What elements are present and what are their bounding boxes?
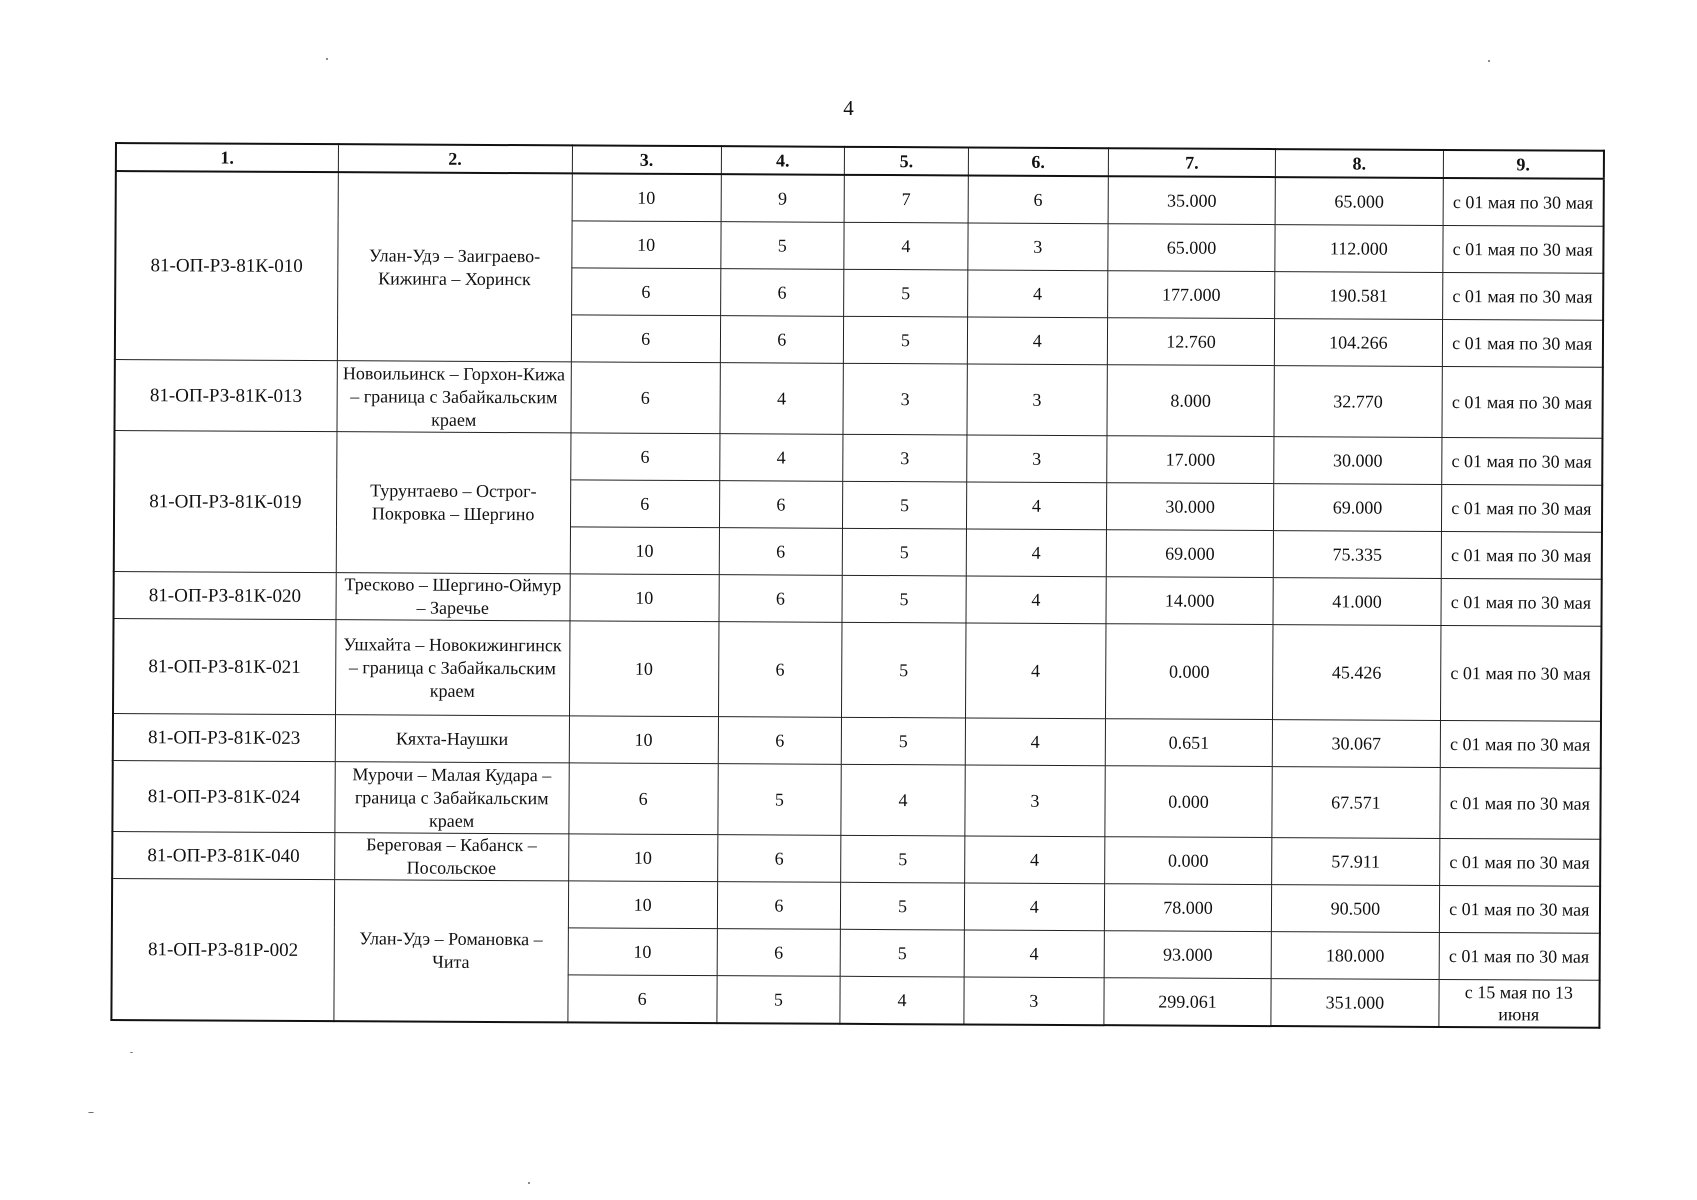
road-name-cell: Ушхайта – Новокижингинск – граница с Забайкальским краем bbox=[335, 620, 570, 716]
value-cell-col-6: 4 bbox=[966, 529, 1106, 577]
period-cell: с 01 мая по 30 мая bbox=[1439, 767, 1600, 839]
value-cell-col-3: 6 bbox=[571, 362, 720, 434]
value-cell-col-5: 5 bbox=[844, 316, 968, 364]
table-row bbox=[114, 360, 1602, 439]
value-cell-col-5: 5 bbox=[841, 882, 965, 930]
value-cell-col-4: 6 bbox=[718, 717, 842, 765]
value-cell-col-6: 4 bbox=[965, 623, 1106, 719]
value-cell-col-7: 12.760 bbox=[1107, 318, 1275, 366]
value-cell-col-5: 3 bbox=[843, 434, 967, 482]
value-cell-col-4: 5 bbox=[716, 976, 840, 1024]
value-cell-col-3: 10 bbox=[568, 834, 717, 882]
column-header-8: 8. bbox=[1276, 149, 1444, 178]
value-cell-col-6: 4 bbox=[967, 317, 1107, 365]
value-cell-col-8: 180.000 bbox=[1271, 932, 1439, 980]
value-cell-col-6: 4 bbox=[966, 482, 1106, 530]
value-cell-col-7: 35.000 bbox=[1108, 176, 1276, 224]
value-cell-col-7: 30.000 bbox=[1106, 483, 1274, 531]
value-cell-col-8: 112.000 bbox=[1275, 225, 1443, 273]
value-cell-col-7: 65.000 bbox=[1108, 224, 1276, 272]
value-cell-col-8: 30.000 bbox=[1274, 437, 1442, 485]
value-cell-col-6: 4 bbox=[966, 576, 1106, 624]
value-cell-col-7: 0.000 bbox=[1105, 624, 1273, 720]
value-cell-col-6: 6 bbox=[968, 175, 1108, 223]
value-cell-col-5: 7 bbox=[844, 175, 968, 223]
restrictions-table bbox=[110, 142, 1605, 1029]
road-id-cell: 81-ОП-РЗ-81К-019 bbox=[114, 431, 337, 573]
column-header-9: 9. bbox=[1443, 150, 1604, 179]
value-cell-col-8: 57.911 bbox=[1272, 838, 1440, 886]
table-row bbox=[116, 171, 1604, 226]
value-cell-col-4: 6 bbox=[717, 882, 841, 930]
value-cell-col-6: 3 bbox=[964, 977, 1104, 1025]
value-cell-col-4: 6 bbox=[719, 481, 843, 529]
road-name-cell: Улан-Удэ – Заиграево-Кижинга – Хоринск bbox=[337, 172, 572, 362]
period-cell: с 15 мая по 13 июня bbox=[1438, 979, 1599, 1027]
value-cell-col-8: 67.571 bbox=[1272, 767, 1440, 839]
value-cell-col-8: 30.067 bbox=[1272, 720, 1440, 768]
value-cell-col-8: 190.581 bbox=[1275, 272, 1443, 320]
period-cell: с 01 мая по 30 мая bbox=[1441, 578, 1602, 626]
column-header-3: 3. bbox=[572, 145, 721, 174]
value-cell-col-7: 17.000 bbox=[1107, 436, 1275, 484]
value-cell-col-3: 10 bbox=[572, 221, 721, 269]
table-row bbox=[113, 618, 1601, 721]
value-cell-col-8: 45.426 bbox=[1273, 625, 1441, 721]
value-cell-col-6: 4 bbox=[965, 718, 1105, 766]
column-header-7: 7. bbox=[1108, 148, 1276, 177]
value-cell-col-7: 8.000 bbox=[1107, 365, 1275, 437]
period-cell: с 01 мая по 30 мая bbox=[1439, 932, 1600, 980]
value-cell-col-7: 14.000 bbox=[1106, 577, 1274, 625]
value-cell-col-6: 4 bbox=[967, 270, 1107, 318]
value-cell-col-3: 6 bbox=[569, 763, 718, 835]
road-name-cell: Береговая – Кабанск – Посольское bbox=[334, 833, 568, 881]
column-header-2: 2. bbox=[338, 144, 572, 173]
value-cell-col-8: 65.000 bbox=[1275, 177, 1443, 225]
value-cell-col-7: 69.000 bbox=[1106, 530, 1274, 578]
column-header-5: 5. bbox=[844, 147, 968, 176]
value-cell-col-3: 6 bbox=[571, 268, 720, 316]
value-cell-col-5: 4 bbox=[841, 764, 965, 836]
period-cell: с 01 мая по 30 мая bbox=[1442, 319, 1603, 367]
value-cell-col-4: 6 bbox=[718, 622, 842, 718]
value-cell-col-8: 104.266 bbox=[1275, 319, 1443, 367]
scan-speck bbox=[1488, 60, 1490, 62]
value-cell-col-3: 6 bbox=[570, 433, 719, 481]
value-cell-col-5: 5 bbox=[843, 481, 967, 529]
value-cell-col-5: 5 bbox=[842, 622, 966, 718]
value-cell-col-7: 78.000 bbox=[1104, 884, 1272, 932]
value-cell-col-6: 3 bbox=[968, 223, 1108, 271]
value-cell-col-4: 6 bbox=[717, 929, 841, 977]
period-cell: с 01 мая по 30 мая bbox=[1441, 484, 1602, 532]
value-cell-col-4: 5 bbox=[720, 222, 844, 270]
scan-speck bbox=[528, 1182, 530, 1184]
value-cell-col-5: 5 bbox=[842, 528, 966, 576]
road-id-cell: 81-ОП-РЗ-81К-013 bbox=[114, 360, 336, 432]
value-cell-col-5: 5 bbox=[842, 575, 966, 623]
table-row bbox=[112, 831, 1600, 886]
value-cell-col-6: 3 bbox=[965, 765, 1105, 837]
value-cell-col-4: 6 bbox=[719, 575, 843, 623]
value-cell-col-6: 4 bbox=[964, 930, 1104, 978]
value-cell-col-3: 10 bbox=[570, 574, 719, 622]
value-cell-col-5: 3 bbox=[843, 363, 967, 435]
value-cell-col-7: 177.000 bbox=[1107, 271, 1275, 319]
road-id-cell: 81-ОП-РЗ-81К-024 bbox=[112, 760, 334, 832]
value-cell-col-5: 5 bbox=[841, 717, 965, 765]
road-name-cell: Кяхта-Наушки bbox=[335, 715, 569, 763]
road-id-cell: 81-ОП-РЗ-81Р-002 bbox=[111, 878, 334, 1021]
value-cell-col-7: 0.000 bbox=[1105, 766, 1273, 838]
road-name-cell: Новоильинск – Горхон-Кижа – граница с Забайкальским краем bbox=[337, 361, 572, 433]
period-cell: с 01 мая по 30 мая bbox=[1440, 720, 1601, 768]
road-name-cell: Улан-Удэ – Романовка – Чита bbox=[333, 880, 568, 1023]
scan-speck bbox=[130, 1052, 133, 1053]
value-cell-col-6: 3 bbox=[967, 364, 1107, 436]
value-cell-col-4: 6 bbox=[720, 316, 844, 364]
road-id-cell: 81-ОП-РЗ-81К-021 bbox=[113, 618, 336, 714]
value-cell-col-8: 351.000 bbox=[1271, 979, 1439, 1027]
value-cell-col-4: 4 bbox=[719, 434, 843, 482]
document-sheet bbox=[110, 142, 1605, 1029]
value-cell-col-3: 10 bbox=[568, 928, 717, 976]
value-cell-col-4: 6 bbox=[720, 269, 844, 317]
table-row bbox=[112, 760, 1600, 839]
value-cell-col-5: 5 bbox=[841, 835, 965, 883]
value-cell-col-3: 10 bbox=[569, 716, 718, 764]
scan-speck bbox=[88, 1112, 94, 1113]
table-row bbox=[112, 878, 1600, 933]
road-id-cell: 81-ОП-РЗ-81К-010 bbox=[115, 171, 338, 361]
column-header-1: 1. bbox=[116, 143, 338, 172]
column-header-4: 4. bbox=[721, 146, 845, 175]
value-cell-col-3: 10 bbox=[570, 527, 719, 575]
period-cell: с 01 мая по 30 мая bbox=[1440, 625, 1601, 721]
value-cell-col-5: 4 bbox=[840, 976, 964, 1024]
value-cell-col-8: 32.770 bbox=[1274, 366, 1442, 438]
table-row bbox=[114, 571, 1602, 626]
value-cell-col-5: 5 bbox=[844, 269, 968, 317]
period-cell: с 01 мая по 30 мая bbox=[1439, 838, 1600, 886]
value-cell-col-3: 10 bbox=[569, 621, 718, 717]
value-cell-col-5: 4 bbox=[844, 222, 968, 270]
value-cell-col-4: 9 bbox=[721, 174, 845, 222]
period-cell: с 01 мая по 30 мая bbox=[1443, 178, 1604, 226]
value-cell-col-7: 0.000 bbox=[1104, 837, 1272, 885]
value-cell-col-5: 5 bbox=[840, 929, 964, 977]
page-number: 4 bbox=[843, 96, 854, 120]
road-id-cell: 81-ОП-РЗ-81К-020 bbox=[114, 571, 336, 619]
value-cell-col-8: 75.335 bbox=[1273, 531, 1441, 579]
period-cell: с 01 мая по 30 мая bbox=[1442, 225, 1603, 273]
value-cell-col-6: 4 bbox=[964, 836, 1104, 884]
value-cell-col-3: 10 bbox=[572, 173, 721, 221]
period-cell: с 01 мая по 30 мая bbox=[1439, 885, 1600, 933]
value-cell-col-7: 93.000 bbox=[1104, 931, 1272, 979]
value-cell-col-7: 0.651 bbox=[1105, 719, 1273, 767]
value-cell-col-3: 10 bbox=[568, 881, 717, 929]
value-cell-col-8: 90.500 bbox=[1272, 885, 1440, 933]
value-cell-col-4: 6 bbox=[719, 528, 843, 576]
value-cell-col-4: 4 bbox=[720, 363, 844, 435]
value-cell-col-3: 6 bbox=[568, 975, 717, 1023]
value-cell-col-7: 299.061 bbox=[1104, 978, 1272, 1026]
period-cell: с 01 мая по 30 мая bbox=[1441, 531, 1602, 579]
table-row bbox=[114, 431, 1602, 486]
period-cell: с 01 мая по 30 мая bbox=[1441, 437, 1602, 485]
road-name-cell: Турунтаево – Острог-Покровка – Шергино bbox=[336, 432, 571, 574]
value-cell-col-3: 6 bbox=[570, 480, 719, 528]
value-cell-col-4: 6 bbox=[717, 835, 841, 883]
value-cell-col-8: 69.000 bbox=[1274, 484, 1442, 532]
period-cell: с 01 мая по 30 мая bbox=[1442, 366, 1603, 438]
scan-speck bbox=[326, 58, 328, 60]
value-cell-col-4: 5 bbox=[717, 764, 841, 836]
period-cell: с 01 мая по 30 мая bbox=[1442, 272, 1603, 320]
value-cell-col-8: 41.000 bbox=[1273, 578, 1441, 626]
road-name-cell: Мурочи – Малая Кудара – граница с Забайкальским краем bbox=[334, 762, 569, 834]
value-cell-col-6: 4 bbox=[964, 883, 1104, 931]
table-body bbox=[111, 171, 1603, 1028]
value-cell-col-3: 6 bbox=[571, 315, 720, 363]
road-name-cell: Тресково – Шергино-Оймур – Заречье bbox=[336, 573, 570, 621]
table-row bbox=[113, 713, 1601, 768]
road-id-cell: 81-ОП-РЗ-81К-040 bbox=[112, 831, 334, 879]
road-id-cell: 81-ОП-РЗ-81К-023 bbox=[113, 713, 335, 761]
column-header-6: 6. bbox=[968, 147, 1108, 176]
value-cell-col-6: 3 bbox=[967, 435, 1107, 483]
